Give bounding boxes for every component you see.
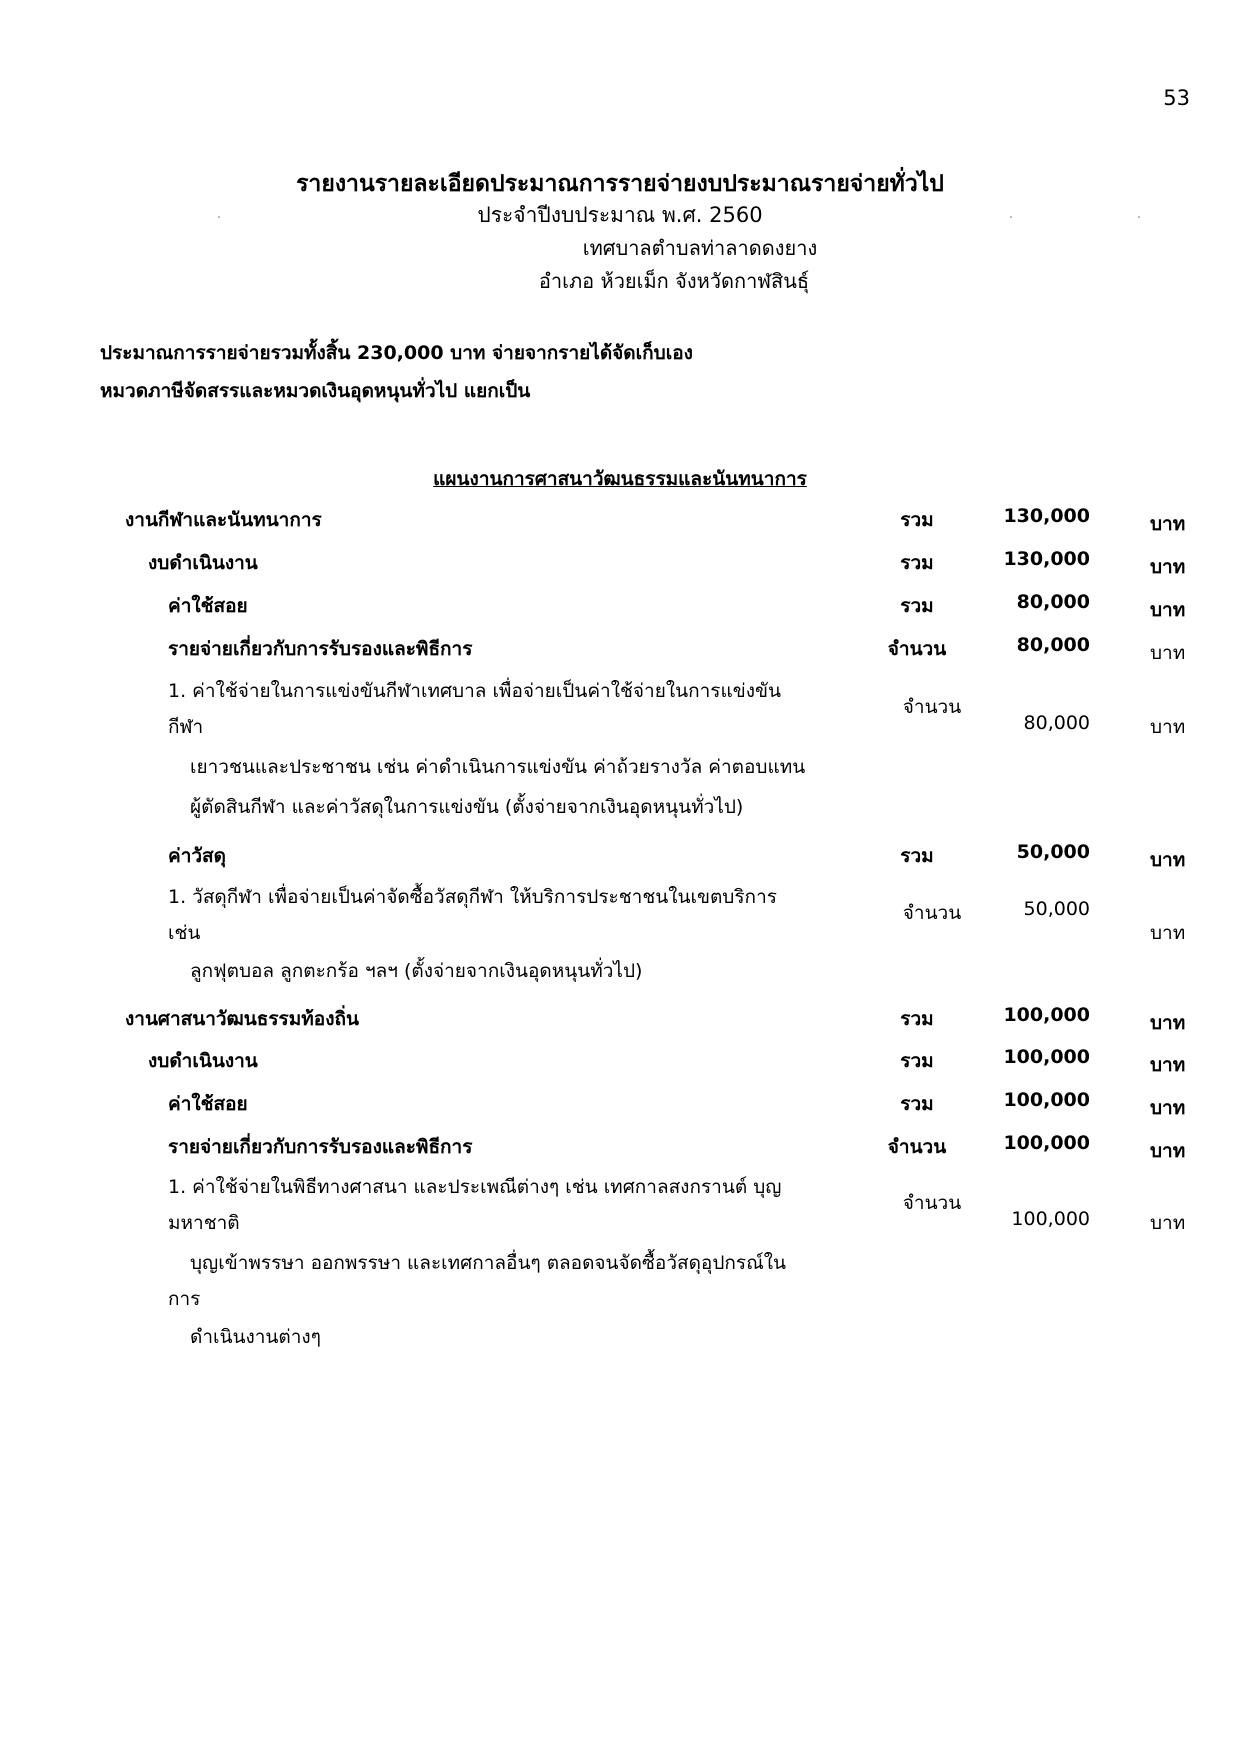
row-type: รวม [900, 509, 934, 531]
item-amount: 50,000 [1023, 898, 1090, 920]
row-unit: บาท [1150, 1012, 1186, 1034]
row-label: รายจ่ายเกี่ยวกับการรับรองและพิธีการ [168, 638, 473, 660]
category-row [0, 583, 1240, 623]
subcategory-row [0, 1124, 1240, 1164]
row-amount: 130,000 [1003, 548, 1090, 570]
item-text: ผู้ตัดสินกีฬา และค่าวัสดุในการแข่งขัน (ตั้งจ่ายจากเงินอุดหนุนทั่วไป) [190, 796, 744, 818]
item-text: บุญเข้าพรรษา ออกพรรษา และเทศกาลอื่นๆ ตลอดจนจัดซื้อวัสดุอุปกรณ์ใน [190, 1252, 787, 1274]
item-text: 1. วัสดุกีฬา เพื่อจ่ายเป็นค่าจัดซื้อวัสดุกีฬา ให้บริการประชาชนในเขตบริการ [168, 886, 777, 908]
row-label: ค่าใช้สอย [168, 595, 248, 617]
item-type: จำนวน [902, 696, 962, 718]
row-type: รวม [900, 845, 934, 867]
item-amount: 80,000 [1023, 712, 1090, 734]
row-amount: 80,000 [1016, 591, 1090, 613]
row-unit: บาท [1150, 1054, 1186, 1076]
row-type: จำนวน [887, 1136, 947, 1158]
location: อำเภอ ห้วยเม็ก จังหวัดกาฬสินธุ์ [538, 269, 810, 293]
row-label: งานศาสนาวัฒนธรรมท้องถิ่น [125, 1008, 359, 1030]
report-title: รายงานรายละเอียดประมาณการรายจ่ายงบประมาณรายจ่ายทั่วไป [296, 171, 944, 197]
category-row [0, 833, 1240, 873]
item-text: เยาวชนและประชาชน เช่น ค่าดำเนินการแข่งขัน ค่าถ้วยรางวัล ค่าตอบแทน [190, 756, 806, 778]
row-unit: บาท [1150, 556, 1186, 578]
row-amount: 80,000 [1016, 634, 1090, 656]
budget-row [0, 540, 1240, 580]
budget-row [0, 1038, 1240, 1078]
item-type: จำนวน [902, 902, 962, 924]
row-amount: 100,000 [1003, 1089, 1090, 1111]
item-text: ลูกฟุตบอล ลูกตะกร้อ ฯลฯ (ตั้งจ่ายจากเงินอุดหนุนทั่วไป) [190, 960, 643, 982]
row-label: ค่าใช้สอย [168, 1093, 248, 1115]
plan-title: แผนงานการศาสนาวัฒนธรรมและนันทนาการ [433, 468, 807, 490]
category-row [0, 1081, 1240, 1121]
subcategory-row [0, 626, 1240, 666]
item-unit: บาท [1150, 1212, 1186, 1234]
row-type: รวม [900, 1008, 934, 1030]
row-unit: บาท [1150, 513, 1186, 535]
scan-dot [1010, 216, 1012, 218]
row-type: รวม [900, 595, 934, 617]
item-unit: บาท [1150, 716, 1186, 738]
row-amount: 100,000 [1003, 1004, 1090, 1026]
item-unit: บาท [1150, 922, 1186, 944]
item-text: กีฬา [168, 716, 204, 738]
intro-line-1: ประมาณการรายจ่ายรวมทั้งสิ้น 230,000 บาท จ่ายจากรายได้จัดเก็บเอง [100, 342, 693, 364]
row-amount: 100,000 [1003, 1046, 1090, 1068]
row-unit: บาท [1150, 1140, 1186, 1162]
row-type: รวม [900, 552, 934, 574]
row-type: รวม [900, 1093, 934, 1115]
scan-dot [1138, 216, 1140, 218]
row-unit: บาท [1150, 849, 1186, 871]
row-label: ค่าวัสดุ [168, 845, 226, 867]
section-row [0, 497, 1240, 537]
row-amount: 100,000 [1003, 1132, 1090, 1154]
row-label: งานกีฬาและนันทนาการ [125, 509, 322, 531]
row-label: รายจ่ายเกี่ยวกับการรับรองและพิธีการ [168, 1136, 473, 1158]
row-label: งบดำเนินงาน [148, 552, 258, 574]
page-number: 53 [1163, 86, 1190, 110]
item-text: 1. ค่าใช้จ่ายในการแข่งขันกีฬาเทศบาล เพื่อจ่ายเป็นค่าใช้จ่ายในการแข่งขัน [168, 680, 781, 702]
row-unit: บาท [1150, 1097, 1186, 1119]
intro-line-2: หมวดภาษีจัดสรรและหมวดเงินอุดหนุนทั่วไป แยกเป็น [100, 380, 531, 402]
item-text: เช่น [168, 922, 201, 944]
row-label: งบดำเนินงาน [148, 1050, 258, 1072]
item-text: 1. ค่าใช้จ่ายในพิธีทางศาสนา และประเพณีต่างๆ เช่น เทศกาลสงกรานต์ บุญ [168, 1176, 782, 1198]
section-row [0, 996, 1240, 1036]
organization-name: เทศบาลตำบลท่าลาดดงยาง [582, 236, 818, 260]
row-amount: 130,000 [1003, 505, 1090, 527]
row-unit: บาท [1150, 599, 1186, 621]
item-amount: 100,000 [1011, 1208, 1090, 1230]
fiscal-year: ประจำปีงบประมาณ พ.ศ. 2560 [477, 203, 763, 227]
item-text: มหาชาติ [168, 1212, 240, 1234]
item-text: ดำเนินงานต่างๆ [190, 1326, 321, 1348]
item-text: การ [168, 1288, 201, 1310]
scan-dot [218, 216, 220, 218]
row-amount: 50,000 [1016, 841, 1090, 863]
item-type: จำนวน [902, 1192, 962, 1214]
row-type: จำนวน [887, 638, 947, 660]
row-type: รวม [900, 1050, 934, 1072]
row-unit: บาท [1150, 642, 1186, 664]
